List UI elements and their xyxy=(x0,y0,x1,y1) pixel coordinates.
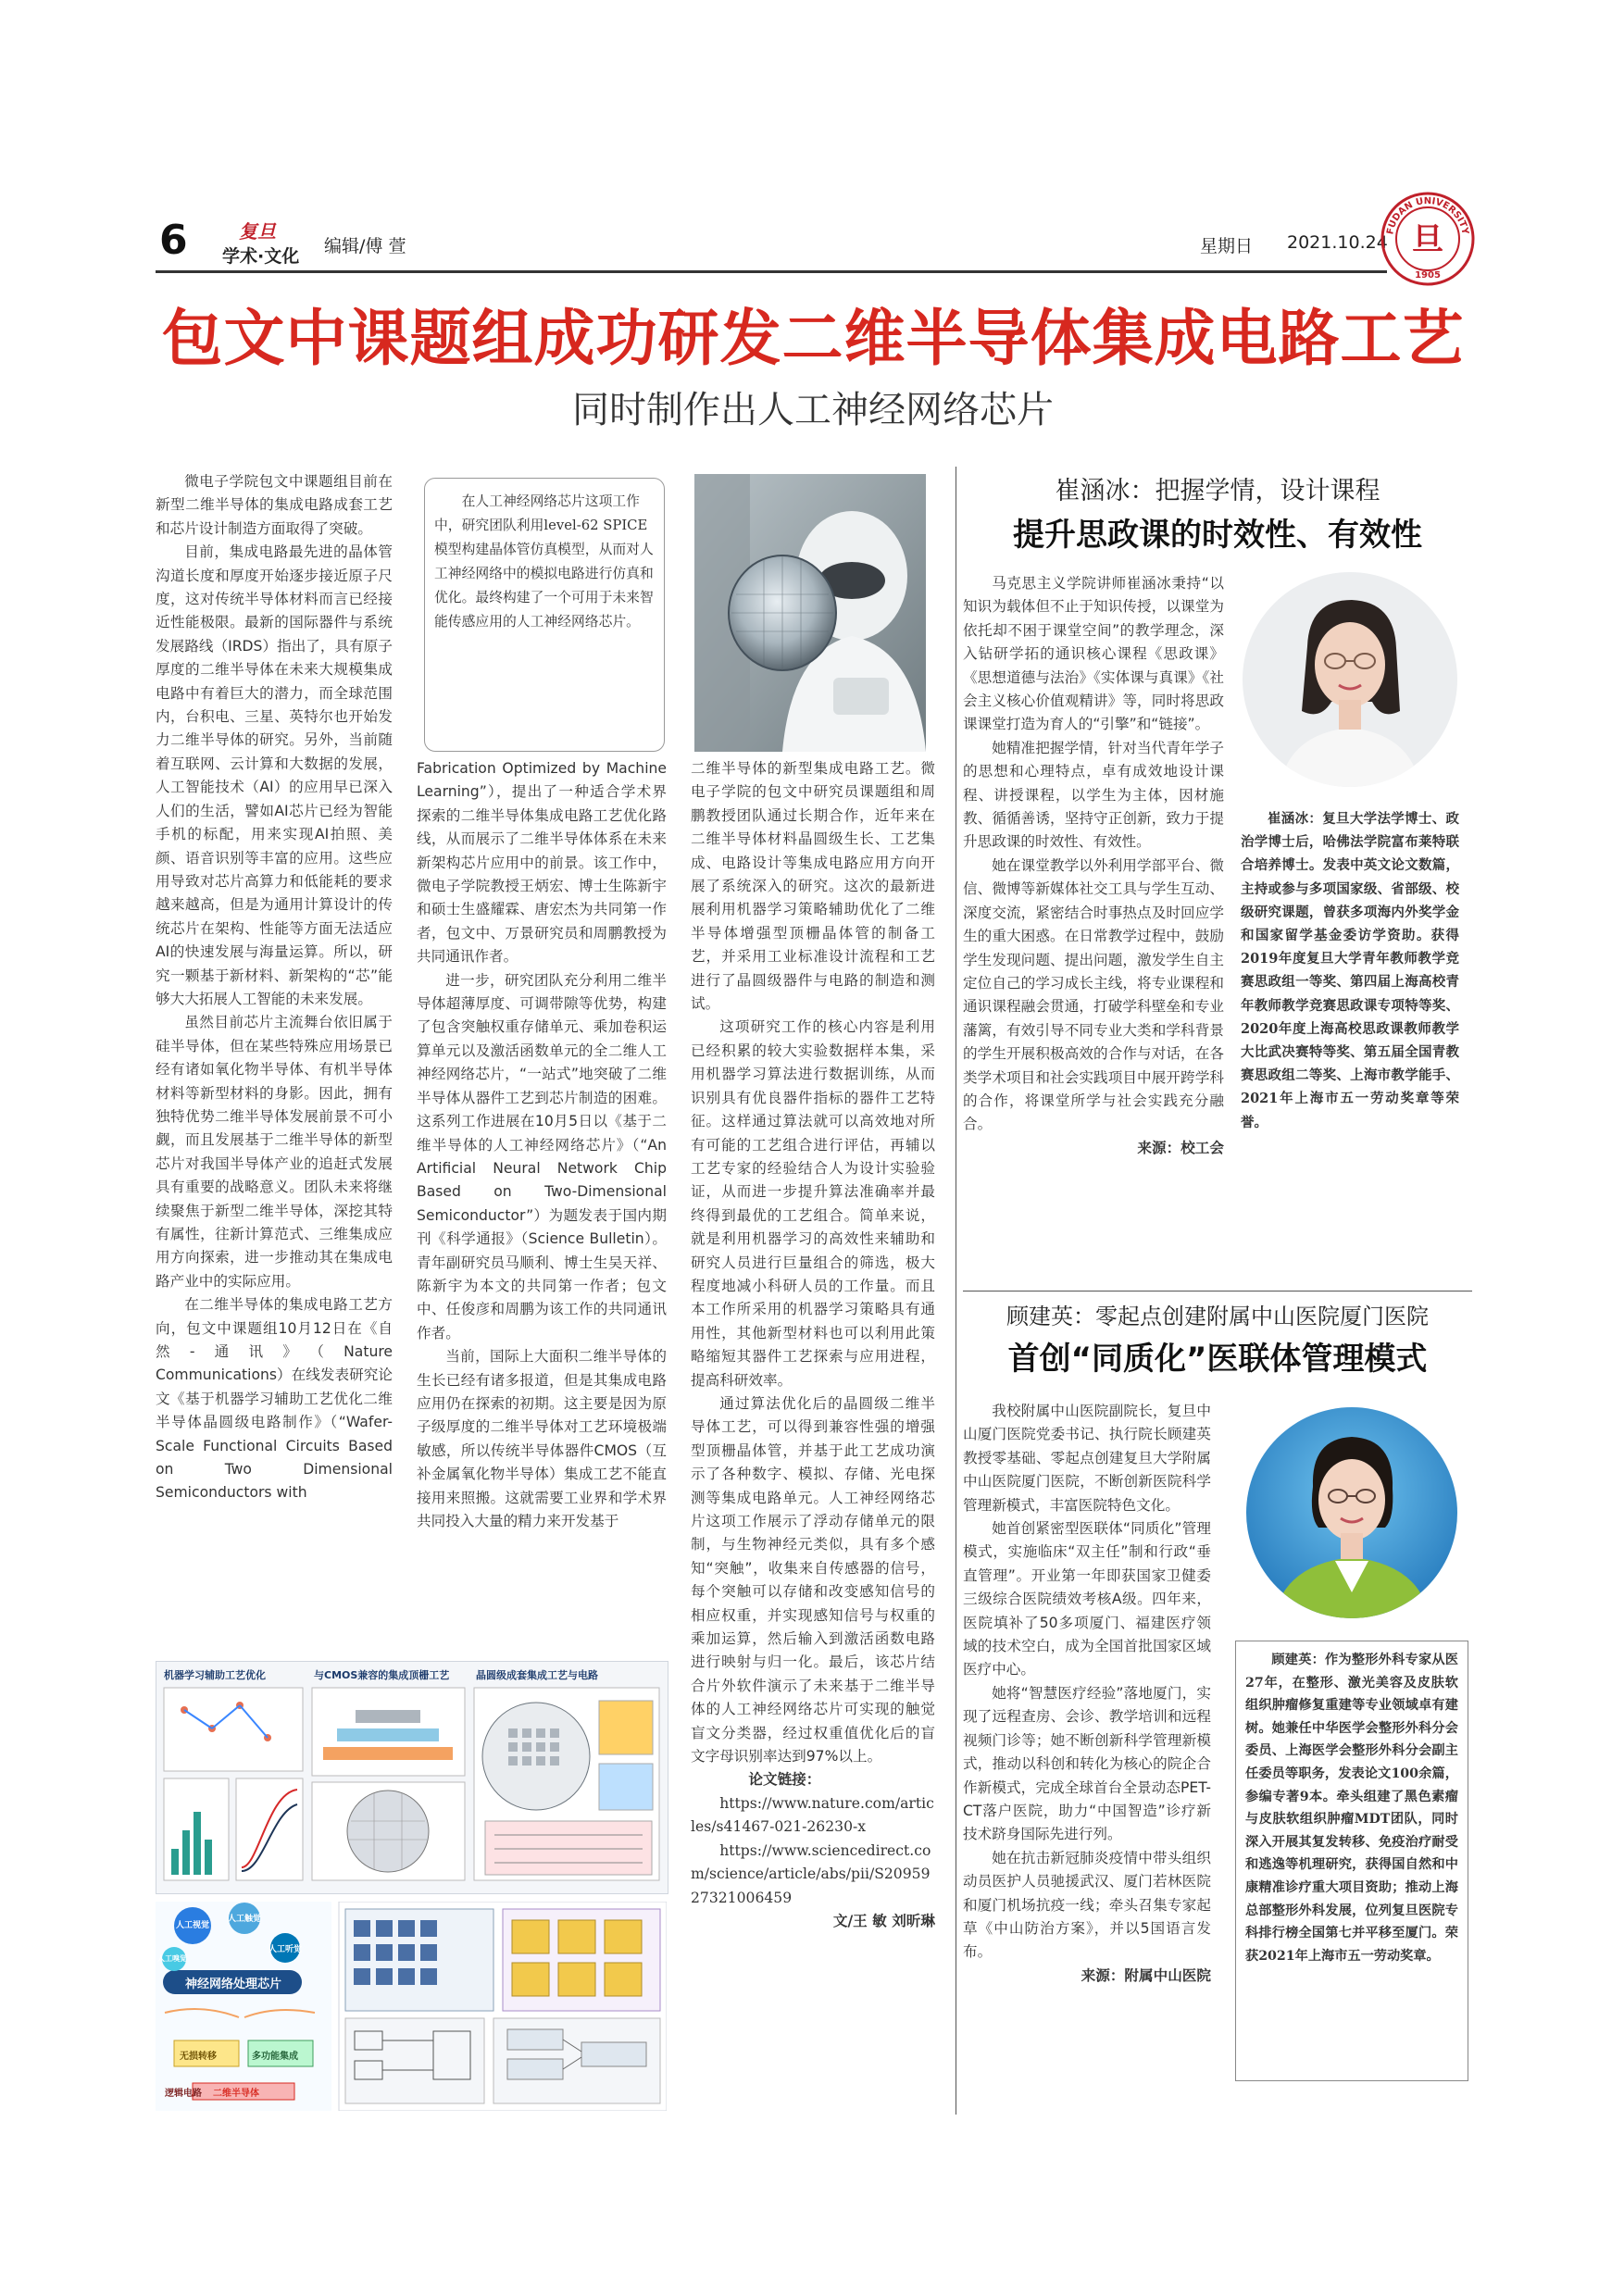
label-transfer: 无损转移 xyxy=(180,2052,217,2062)
paragraph: 二维半导体的新型集成电路工艺。微电子学院的包文中研究员课题组和周鹏教授团队通过长期合作，近年来在二维半导体材料晶圆级生长、工艺集成、电路设计等集成电路应用方向开展了系统深入的研究。这次的最新进展利用机器学习策略辅助优化了二维半导体增强型顶栅晶体管的制备工艺，并采用工业标准设计流程和工艺进行了晶圆级器件与电路的制造和测试。 xyxy=(691,760,935,1013)
author-credit: 文/王 敏 刘昕琳 xyxy=(832,1912,935,1929)
article3-source: 来源：附属中山医院 xyxy=(1081,1966,1211,1984)
paragraph: 这项研究工作的核心内容是利用已经积累的较大实验数据样本集，采用机器学习算法进行数据训练，从而识别具有优良器件指标的器件工艺特征。这样通过算法就可以高效地对所有可能的工艺组合进行评估，再辅以工艺专家的经验结合人为设计实验验证，从而进一步提升算法准确率并最终得到最优的工艺组合。简单来说，就是利用机器学习的高效性来辅助和研究人员进行巨量组合的筛选，极大程度地减小科研人员的工作量。而且本工作所采用的机器学习策略具有通用性，其他新型材料也可以利用此策略缩短其器件工艺探索与应用进程，提高科研效率。 xyxy=(691,1018,935,1389)
paragraph: Fabrication Optimized by Machine Learning”），提出了一种适合学术界探索的二维半导体集成电路工艺优化路线，从而展示了二维半导体体系在未来新架构芯片应用中的前景。该工作中，微电子学院教授王炳宏、博士生陈新宇和硕士生盛耀霖、唐宏杰为共同第一作者，包文中、万景研究员和周鹏教授为共同通讯作者。 xyxy=(417,760,667,966)
callout-box xyxy=(424,478,665,752)
sense-label-hearing: 人工听觉 xyxy=(269,1945,303,1954)
chip-center-label: 神经网络处理芯片 xyxy=(184,1978,281,1991)
article3-kicker: 顾建英：零起点创建附属中山医院厦门医院 xyxy=(1006,1304,1429,1329)
panel-title-ml: 机器学习辅助工艺优化 xyxy=(164,1669,266,1681)
paper-name: 复旦 xyxy=(239,220,276,243)
links-label: 论文链接： xyxy=(748,1771,821,1789)
paper-link-2[interactable]: https://www.sciencedirect.com/science/article/abs/pii/S2095927321006459 xyxy=(691,1841,931,1906)
article2-title: 提升思政课的时效性、有效性 xyxy=(1013,517,1422,554)
main-article-col3 xyxy=(691,757,935,1933)
paragraph: 进一步，研究团队充分利用二维半导体超薄厚度、可调带隙等优势，构建了包含突触权重存储单元、乘加卷积运算单元以及激活函数单元的全二维人工神经网络芯片，“一站式”地突破了二维半导体从器件工艺到芯片制造的困难。这系列工作进展在10月5日以《基于二维半导体的人工神经网络芯片》（“An Artificial Neural Network Chip Based on Two-Dimensional Semiconductor”）为题发表于国内期刊《科学通报》（Science Bulletin）。青年副研究员马顺利、博士生吴天祥、陈新宇为本文的共同第一作者；包文中、任俊彦和周鹏为该工作的共同通讯作者。 xyxy=(417,971,667,1341)
main-subheadline: 同时制作出人工神经网络芯片 xyxy=(572,389,1054,431)
paragraph: 她将“智慧医疗经验”落地厦门，实现了远程查房、会诊、教学培训和远程视频门诊等；她不断创新科学管理新模式，推动以科创和转化为核心的院企合作新模式，完成全球首台全景动态PET-CT落户医院，助力“中国智造”诊疗新技术跻身国际先进行列。 xyxy=(963,1684,1211,1843)
weekday: 星期日 xyxy=(1200,236,1254,256)
panel-title-cmos: 与CMOS兼容的集成顶栅工艺 xyxy=(314,1669,450,1681)
svg-text:旦: 旦 xyxy=(1412,221,1443,258)
article-divider xyxy=(963,1291,1472,1292)
sense-label-smell: 人工嗅觉 xyxy=(157,1954,187,1963)
label-2d-semi: 二维半导体 xyxy=(213,2089,259,2099)
editor-credit: 编辑/傅 萱 xyxy=(324,236,406,256)
main-article-col1 xyxy=(156,470,393,1505)
article3-title: 首创“同质化”医联体管理模式 xyxy=(1007,1341,1428,1378)
paragraph: 目前，集成电路最先进的晶体管沟道长度和厚度开始逐步接近原子尺度，这对传统半导体材料而言已经接近性能极限。最新的国际器件与系统发展路线（IRDS）指出了，具有原子厚度的二维半导体在未来大规模集成电路中有着巨大的潜力，而全球范围内，台积电、三星、英特尔也开始发力二维半导体的研究。另外，当前随着互联网、云计算和大数据的发展，人工智能技术（AI）的应用早已深入人们的生活，譬如AI芯片已经为智能手机的标配，用来实现AI拍照、美颜、语音识别等丰富的应用。这些应用导致对芯片高算力和低能耗的要求越来越高，但是为通用计算设计的传统芯片在架构、性能等方面无法适应AI的快速发展与海量运算。所以，研究一颗基于新材料、新架构的“芯”能够大大拓展人工智能的未来发展。 xyxy=(156,543,393,1007)
article2-source: 来源：校工会 xyxy=(1137,1139,1224,1156)
paragraph: 在二维半导体的集成电路工艺方向，包文中课题组10月12日在《自然-通讯》（Nature Communications）在线发表研究论文《基于机器学习辅助工艺优化二维半导体晶圆级电路制作》（“Wafer-Scale Functional Circuits Based on Two Dimensional Semiconductors with xyxy=(156,1296,393,1502)
sense-label-vision: 人工视觉 xyxy=(176,1921,210,1930)
section-name: 学术·文化 xyxy=(222,246,300,267)
issue-date: 2021.10.24 xyxy=(1287,232,1388,253)
paragraph: 马克思主义学院讲师崔涵冰秉持“以知识为载体但不止于知识传授，以课堂为依托却不困于课堂空间”的教学理念，深入钻研学拓的通识核心课程《思政课》《思想道德与法治》《实体课与真课》《社会主义核心价值观精讲》等，同时将思政课课堂打造为育人的“引擎”和“链接”。 xyxy=(963,575,1224,733)
process-figure-graphic xyxy=(156,1682,668,1891)
article2-kicker: 崔涵冰：把握学情，设计课程 xyxy=(1055,477,1380,505)
article3-bio-box xyxy=(1235,1641,1468,2081)
article2-body xyxy=(963,572,1224,1160)
sense-label-touch: 人工触觉 xyxy=(228,1915,262,1924)
label-logic: 逻辑电路 xyxy=(165,2089,202,2099)
svg-text:FUDAN UNIVERSITY: FUDAN UNIVERSITY xyxy=(1385,195,1470,236)
label-integration: 多功能集成 xyxy=(252,2052,298,2062)
chip-figure-graphic xyxy=(156,1902,667,2111)
header-rule xyxy=(156,270,1387,273)
university-seal xyxy=(1380,191,1476,287)
paragraph: 她精准把握学情，针对当代青年学子的思想和心理特点，卓有成效地设计课程、讲授课程，以学生为主体，因材施教、循循善诱，坚持守正创新，致力于提升思政课的时效性、有效性。 xyxy=(963,739,1224,851)
svg-text:1905: 1905 xyxy=(1415,270,1441,281)
paragraph: 她首创紧密型医联体“同质化”管理模式，实施临床“双主任”制和行政“垂直管理”。开业第一年即获国家卫健委三级综合医院绩效考核A级。四年来，医院填补了50多项厦门、福建医疗领域的技术空白，成为全国首批国家区域医疗中心。 xyxy=(963,1520,1211,1678)
article3-bio: 顾建英：作为整形外科专家从医27年，在整形、激光美容及皮肤软组织肿瘤修复重建等专业领域卓有建树。她兼任中华医学会整形外科分会委员、上海医学会整形外科分会副主任委员等职务，发表论文100余篇，参编专著9本。牵头组建了黑色素瘤与皮肤软组织肿瘤MDT团队，同时深入开展其复发转移、免疫治疗耐受和逃逸等机理研究，获得国自然和中康精准诊疗重大项目资助；推动上海总部整形外科发展，位列复旦医院专科排行榜全国第七并平移至厦门。荣获2021年上海市五一劳动奖章。 xyxy=(1245,1653,1458,1964)
paragraph: 虽然目前芯片主流舞台依旧属于硅半导体，但在某些特殊应用场景已经有诸如氧化物半导体、有机半导体材料等新型材料的身影。因此，拥有独特优势二维半导体发展前景不可小觑，而且发展基于二维半导体的新型芯片对我国半导体产业的追赶式发展具有重要的战略意义。团队未来将继续聚焦于新型二维半导体，深挖其特有属性，往新计算范式、三维集成应用方向探索，进一步推动其在集成电路产业中的实际应用。 xyxy=(156,1014,393,1290)
portrait-gu-jianying xyxy=(1246,1407,1457,1618)
lab-photo xyxy=(694,474,926,752)
paragraph: 她在课堂教学以外利用学部平台、微信、微博等新媒体社交工具与学生互动、深度交流，紧密结合时事热点及时回应学生的重大困惑。在日常教学过程中，鼓励学生发现问题、提出问题，激发学生自主定位自己的学习成长主线，将专业课程和通识课程融会贯通，打破学科壁垒和专业藩篱，有效引导不同专业大类和学科背景的学生开展积极高效的合作与对话，在各类学术项目和社会实践项目中展开跨学科的合作，将课堂所学与社会实践充分融合。 xyxy=(963,856,1224,1133)
paragraph: 当前，国际上大面积二维半导体的生长已经有诸多报道，但是其集成电路应用仍在探索的初期。这主要是因为原子级厚度的二维半导体对工艺环境极端敏感，所以传统半导体器件CMOS（互补金属氧化物半导体）集成工艺不能直接用来照搬。这就需要工业界和学术界共同投入大量的精力来开发基于 xyxy=(417,1348,667,1529)
callout-text: 在人工神经网络芯片这项工作中，研究团队利用level-62 SPICE模型构建晶体管仿真模型，从而对人工神经网络中的模拟电路进行仿真和优化。最终构建了一个可用于未来智能传感应用的人工神经网络芯片。 xyxy=(434,493,654,630)
article2-bio: 崔涵冰：复旦大学法学博士、政治学博士后，哈佛法学院富布莱特联合培养博士。发表中英文论文数篇，主持或参与多项国家级、省部级、校级研究课题，曾获多项海内外奖学金和国家留学基金委访学资助。获得2019年度复旦大学青年教师教学竞赛思政组一等奖、第四届上海高校青年教师教学竞赛思政课专项特等奖、2020年度上海高校思政课教师教学大比武决赛特等奖、第五届全国青教赛思政组二等奖、上海市教学能手、2021年上海市五一劳动奖章等荣誉。 xyxy=(1241,811,1459,1130)
main-headline: 包文中课题组成功研发二维半导体集成电路工艺 xyxy=(161,303,1465,374)
paper-link-1[interactable]: https://www.nature.com/articles/s41467-021-26230-x xyxy=(691,1794,934,1836)
main-article-col2 xyxy=(417,757,667,1533)
paragraph: 微电子学院包文中课题组目前在新型二维半导体的集成电路成套工艺和芯片设计制造方面取得了突破。 xyxy=(156,473,393,537)
portrait-cui-hanbing xyxy=(1243,572,1457,787)
panel-title-wafer: 晶圆级成套集成工艺与电路 xyxy=(476,1669,598,1681)
figure-process-panels xyxy=(156,1661,668,1894)
paragraph: 她在抗击新冠肺炎疫情中带头组织动员医护人员驰援武汉、厦门若林医院和厦门机场抗疫一线；牵头召集专家起草《中山防治方案》，并以5国语言发布。 xyxy=(963,1849,1211,1961)
article3-body xyxy=(963,1400,1211,1988)
figure-neural-chip xyxy=(156,1902,667,2111)
paragraph: 我校附属中山医院副院长，复旦中山厦门医院党委书记、执行院长顾建英教授零基础、零起点创建复旦大学附属中山医院厦门医院，不断创新医院科学管理新模式，丰富医院特色文化。 xyxy=(963,1403,1211,1514)
page-number: 6 xyxy=(159,217,188,264)
paragraph: 通过算法优化后的晶圆级二维半导体工艺，可以得到兼容性强的增强型顶栅晶体管，并基于此工艺成功演示了各种数字、模拟、存储、光电探测等集成电路单元。人工神经网络芯片这项工作展示了浮动存储单元的限制，与生物神经元类似，具有多个感知“突触”，收集来自传感器的信号，每个突触可以存储和改变感知信号的相应权重，并实现感知信号与权重的乘加运算，然后输入到激活函数电路进行映射与归一化。最后，该芯片结合片外软件演示了未来基于二维半导体的人工神经网络芯片可实现的触觉盲文分类器，经过权重值优化后的盲文字母识别率达到97%以上。 xyxy=(691,1394,935,1766)
